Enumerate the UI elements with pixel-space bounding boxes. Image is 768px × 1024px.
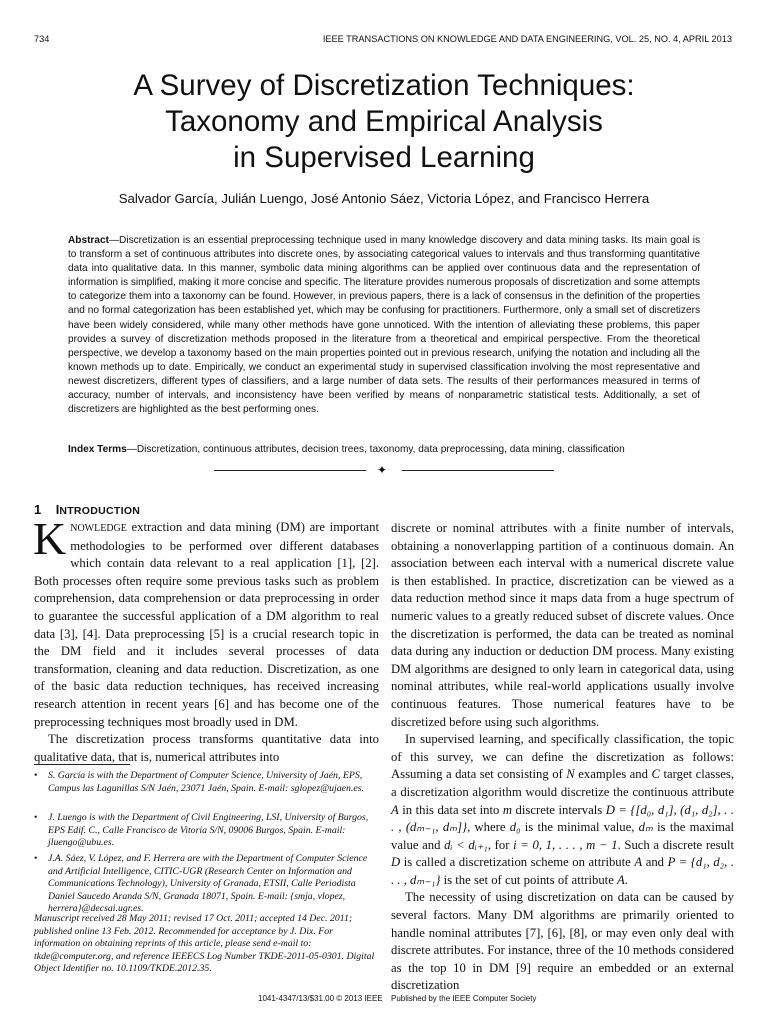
running-header — [34, 34, 732, 48]
publisher-footer: Published by the IEEE Computer Society — [391, 994, 537, 1003]
paragraph: The discretization process transforms quantitative data into qualitative data, that is, numerical attributes into — [34, 732, 379, 764]
author-list: Salvador García, Julián Luengo, José Antonio Sáez, Victoria López, and Francisco Herrera — [118, 191, 650, 206]
footnote-text: J. Luengo is with the Department of Civil Engineering, LSI, University of Burgos, EPS Edif. C., Calle Francisco de Vitoria S/N, 09006 Burgos, Spain. E-mail: jluengo@ubu.es. — [48, 812, 369, 849]
paragraph-text: extraction and data mining (DM) are important methodologies to be performed over different databases which contain data relevant to a real application [1], [2]. Both processes often require some previous tasks such as problem comprehension, data comprehension or data preprocessing in order to guarantee the successful application of a DM algorithm to real data [3], [4]. Data preprocessing [5] is a crucial research topic in the DM field and it includes several processes of data transformation, cleaning and data reduction. Discretization, as one of the basic data reduction techniques, has received increasing research attention in recent years [6] and has become one of the preprocessing techniques most broadly used in DM. — [34, 520, 379, 729]
title-line: A Survey of Discretization Techniques: — [133, 69, 635, 102]
abstract-text: —Discretization is an essential preprocessing technique used in many knowledge discovery and data mining tasks. Its main goal is to transform a set of continuous attributes into discrete ones, by associating categorical values to intervals and thus transforming quantitative data into qualitative data. In this manner, symbolic data mining algorithms can be applied over continuous data and the representation of information is simplified, making it more concise and specific. The literature provides numerous proposals of discretization and some attempts to categorize them into a taxonomy can be found. However, in previous papers, there is a lack of consensus in the definition of the properties and no formal categorization has been established yet, which may be confusing for practitioners. Furthermore, only a small set of discretizers have been widely considered, while many other methods have gone unnoticed. With the intention of alleviating these problems, this paper provides a survey of discretization methods proposed in the literature from a theoretical and empirical perspective. From the theoretical perspective, we develop a taxonomy based on the main properties pointed out in previous research, unifying the notation and including all the known methods up to date. Empirically, we conduct an experimental study in supervised classification involving the most representative and newest discretizers, different types of classifiers, and a large number of data sets. The results of their performances measured in terms of accuracy, number of intervals, and inconsistency have been verified by means of nonparametric statistical tests. Additionally, a set of discretizers are highlighted as the best performing ones. — [68, 235, 700, 416]
body-column-right — [391, 520, 734, 995]
paragraph — [33, 513, 379, 731]
copyright-footer: 1041-4347/13/$31.00 © 2013 IEEE — [258, 994, 383, 1003]
section-divider — [214, 463, 554, 477]
body-column-left — [33, 513, 379, 766]
paragraph: In supervised learning, and specifically classification, the topic of this survey, we can define the discretization as follows: Assuming a data set consisting of N examples and C target classes, a discretization algorithm would discretize the continuous attribute A in this data set into m discrete intervals D = {[d₀, d₁], (d₁, d₂], . . . , (dₘ₋₁, dₘ]}, where d₀ is the minimal value, dₘ is the maximal value and dᵢ < dᵢ₊₁, for i = 0, 1, . . . , m − 1. Such a discrete result D is called a discretization scheme on attribute A and P = {d₁, d₂, . . . , dₘ₋₁} is the set of cut points of attribute A. — [391, 732, 735, 887]
lead-smallcaps: NOWLEDGE — [70, 523, 127, 534]
paper-title — [0, 68, 768, 176]
title-line: in Supervised Learning — [233, 141, 535, 174]
page-number: 734 — [34, 34, 50, 44]
footnote-text: J.A. Sáez, V. López, and F. Herrera are with the Department of Computer Science and Artificial Intelligence, CITIC-UGR (Research Center on Information and Communications Technology), University of Granada, ETSII, Calle Periodista Daniel Saucedo Aranda S/N, Granada 18071, Spain. E-mail: {smja, vlopez, herrera}@decsai.ugr.es. — [48, 853, 368, 915]
footnote-rule — [34, 764, 130, 765]
section-title-rest: NTRODUCTION — [59, 505, 141, 517]
index-terms-text: —Discretization, continuous attributes, decision trees, taxonomy, data preprocessing, data mining, classification — [126, 444, 625, 455]
footnote-text: S. García is with the Department of Computer Science, University of Jaén, EPS, Campus las Lagunillas S/N Jaén, 23071 Jaén, Spain. E-mail: sglopez@ujaen.es. — [48, 770, 364, 794]
manuscript-note: Manuscript received 28 May 2011; revised 17 Oct. 2011; accepted 14 Dec. 2011; published online 13 Feb. 2012. Recommended for acceptance by J. Dix. For information on obtaining reprints of this article, please send e-mail to: tkde@computer.org, and reference IEEECS Log Number TKDE-2011-05-0301. Digital Object Identifier no. 10.1109/TKDE.2012.35. — [34, 913, 375, 975]
bullet-icon: • — [34, 812, 38, 823]
abstract-label: Abstract — [68, 235, 109, 246]
affiliation-footnote — [34, 812, 379, 850]
bullet-icon: • — [34, 770, 38, 781]
diamond-icon: ✦ — [377, 463, 388, 477]
math-expression: D = {[d₀, d₁], (d₁, d₂], . . . , (dₘ₋₁, dₘ]} — [391, 802, 735, 835]
affiliation-footnote — [34, 770, 379, 795]
index-terms-label: Index Terms — [68, 444, 127, 455]
section-number: 1 — [34, 502, 42, 517]
journal-header: IEEE TRANSACTIONS ON KNOWLEDGE AND DATA ENGINEERING, VOL. 25, NO. 4, APRIL 2013 — [322, 34, 732, 44]
abstract — [68, 234, 700, 417]
paragraph: discrete or nominal attributes with a finite number of intervals, obtaining a nonoverlapping partition of a continuous domain. An association between each interval with a numerical discrete value is then established. In practice, discretization can be viewed as a data reduction method since it maps data from a huge spectrum of numeric values to a greatly reduced subset of discrete values. Once the discretization is performed, the data can be treated as nominal data during any induction or deduction DM process. Many existing DM algorithms are designed to only learn in categorical data, using nominal attributes, while real-world applications usually involve continuous features. Those numerical features have to be discretized before using such algorithms. — [391, 521, 734, 729]
affiliation-footnote — [34, 853, 379, 916]
section-initial: I — [55, 502, 60, 517]
drop-cap: K — [33, 513, 67, 564]
bullet-icon: • — [34, 853, 38, 864]
paragraph: The necessity of using discretization on data can be caused by several factors. Many DM algorithms are primarily oriented to handle nominal attributes [7], [6], [8], or may even only deal with discrete attributes. For instance, three of the 10 methods considered as the top 10 in DM [9] require an embedded or an external discretization — [391, 890, 734, 993]
title-line: Taxonomy and Empirical Analysis — [165, 105, 603, 138]
divider-line — [214, 470, 366, 471]
divider-line — [402, 470, 554, 471]
math-expression: P = {d₁, d₂, . . . , dₘ₋₁} — [391, 855, 734, 887]
index-terms — [68, 443, 700, 457]
